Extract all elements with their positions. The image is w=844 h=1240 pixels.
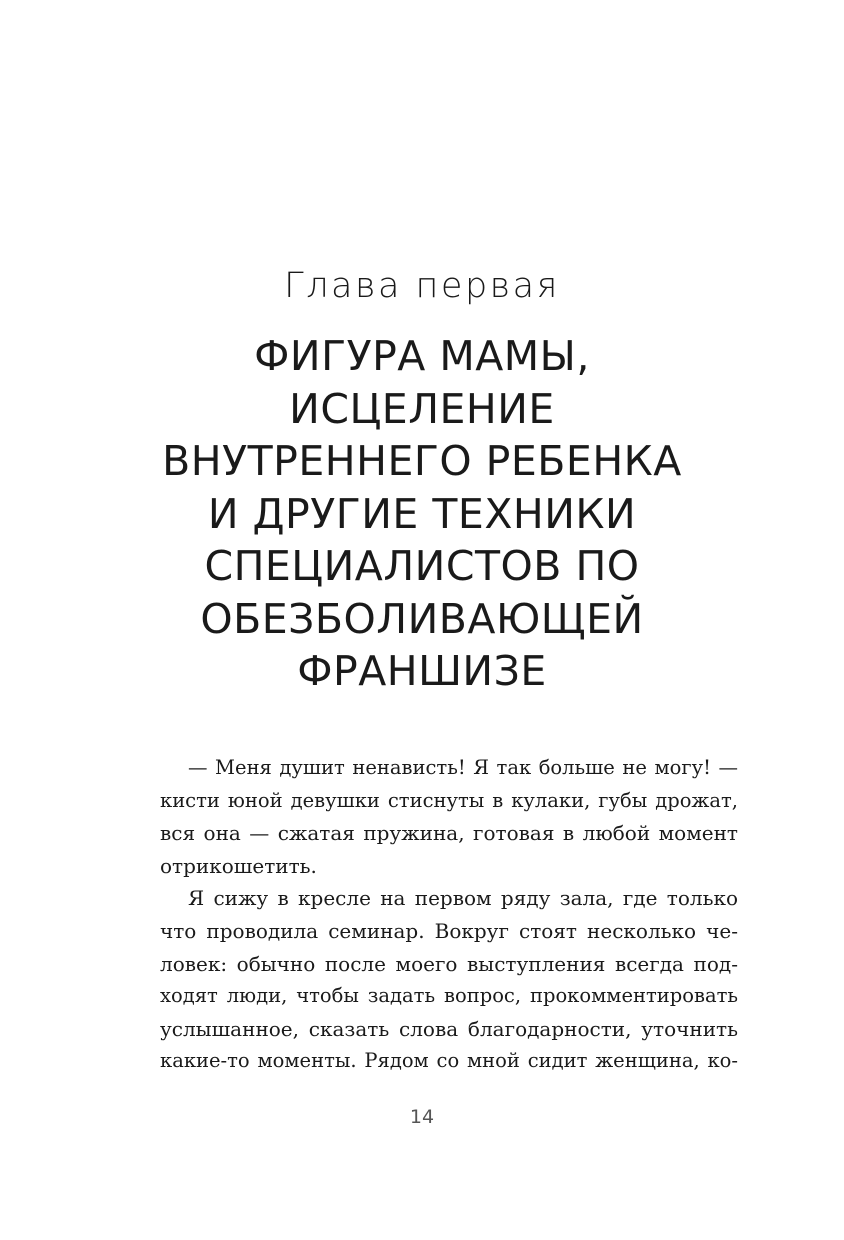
chapter-label: Глава первая <box>284 266 560 306</box>
chapter-title-line: ИСЦЕЛЕНИЕ <box>289 384 555 433</box>
chapter-title-line: ОБЕЗБОЛИВАЮЩЕЙ <box>200 594 644 643</box>
chapter-title-line: ФРАНШИЗЕ <box>297 647 547 695</box>
text-line: ходят люди, чтобы задать вопрос, прокомментировать <box>160 984 738 1008</box>
body-text <box>160 752 738 1078</box>
text-line: ловек: обычно после моего выступления всегда под- <box>160 951 738 976</box>
text-line: услышанное, сказать слова благодарности, уточнить <box>160 1016 738 1041</box>
chapter-title-line: ВНУТРЕННЕГО РЕБЕНКА <box>162 437 682 485</box>
text-line: — Меня душит ненависть! Я так больше не могу! — <box>188 756 738 779</box>
page-number: 14 <box>409 1106 435 1128</box>
chapter-title <box>0 330 844 698</box>
paragraph-1 <box>160 752 738 882</box>
text-line: Я сижу в кресле на первом ряду зала, где только <box>188 886 738 911</box>
chapter-title-line: И ДРУГИЕ ТЕХНИКИ <box>207 489 637 538</box>
text-line: какие-то моменты. Рядом со мной сидит женщина, ко- <box>160 1049 738 1073</box>
chapter-title-line: СПЕЦИАЛИСТОВ ПО <box>204 542 640 590</box>
text-line: отрикошетить. <box>160 853 317 878</box>
text-line: кисти юной девушки стиснуты в кулаки, губы дрожат, <box>160 788 738 812</box>
text-line: что проводила семинар. Вокруг стоят несколько че- <box>160 918 738 943</box>
chapter-title-line: ФИГУРА МАМЫ, <box>254 332 590 380</box>
text-line: вся она — сжатая пружина, готовая в любой момент <box>160 821 738 846</box>
paragraph-2 <box>160 882 738 1078</box>
